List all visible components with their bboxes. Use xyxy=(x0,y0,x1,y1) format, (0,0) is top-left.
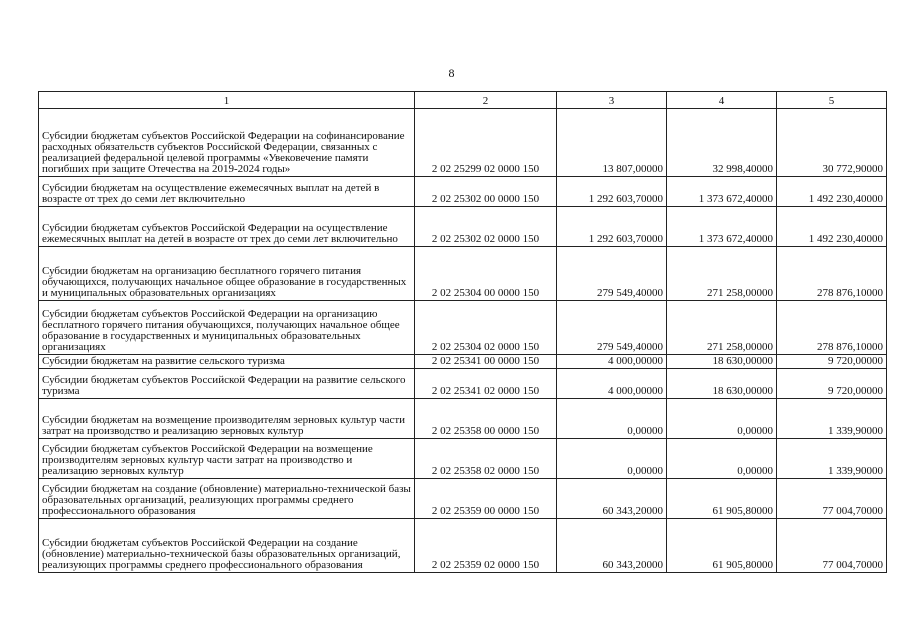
value-cell-col3: 0,00000 xyxy=(557,439,667,479)
value-cell-col4: 18 630,00000 xyxy=(667,355,777,369)
budget-code-cell: 2 02 25304 00 0000 150 xyxy=(415,247,557,301)
budget-table xyxy=(38,91,887,573)
value-cell-col5: 77 004,70000 xyxy=(777,519,887,573)
value-cell-col3: 279 549,40000 xyxy=(557,301,667,355)
budget-code-cell: 2 02 25359 02 0000 150 xyxy=(415,519,557,573)
row-name-cell: Субсидии бюджетам на создание (обновление) материально-технической базы образовательных организаций, реализующих программы среднего профессионального образования xyxy=(39,479,415,519)
table-row xyxy=(39,355,887,369)
value-cell-col5: 1 492 230,40000 xyxy=(777,207,887,247)
value-cell-col3: 60 343,20000 xyxy=(557,519,667,573)
value-cell-col4: 271 258,00000 xyxy=(667,301,777,355)
row-name-cell: Субсидии бюджетам на организацию бесплатного горячего питания обучающихся, получающих начальное общее образование в государственных и муниципальных образовательных организациях xyxy=(39,247,415,301)
column-header-3: 3 xyxy=(557,92,667,109)
row-name-cell: Субсидии бюджетам на осуществление ежемесячных выплат на детей в возрасте от трех до семи лет включительно xyxy=(39,177,415,207)
column-header-2: 2 xyxy=(415,92,557,109)
value-cell-col3: 4 000,00000 xyxy=(557,355,667,369)
value-cell-col3: 60 343,20000 xyxy=(557,479,667,519)
table-row xyxy=(39,369,887,399)
column-header-4: 4 xyxy=(667,92,777,109)
row-name-cell: Субсидии бюджетам субъектов Российской Федерации на софинансирование расходных обязательств субъектов Российской Федерации, связанных с реализацией федеральной целевой программы «Увековечение памяти погибших при защите Отечества на 2019-2024 годы» xyxy=(39,109,415,177)
table-row xyxy=(39,439,887,479)
table-row xyxy=(39,399,887,439)
value-cell-col5: 278 876,10000 xyxy=(777,247,887,301)
row-name-cell: Субсидии бюджетам субъектов Российской Федерации на развитие сельского туризма xyxy=(39,369,415,399)
budget-code-cell: 2 02 25341 02 0000 150 xyxy=(415,369,557,399)
column-header-1: 1 xyxy=(39,92,415,109)
budget-code-cell: 2 02 25302 00 0000 150 xyxy=(415,177,557,207)
value-cell-col5: 278 876,10000 xyxy=(777,301,887,355)
value-cell-col4: 18 630,00000 xyxy=(667,369,777,399)
table-row xyxy=(39,207,887,247)
row-name-cell: Субсидии бюджетам субъектов Российской Федерации на осуществление ежемесячных выплат на детей в возрасте от трех до семи лет включительно xyxy=(39,207,415,247)
value-cell-col4: 61 905,80000 xyxy=(667,479,777,519)
table-row xyxy=(39,479,887,519)
table-row xyxy=(39,519,887,573)
value-cell-col5: 1 339,90000 xyxy=(777,399,887,439)
value-cell-col5: 1 492 230,40000 xyxy=(777,177,887,207)
value-cell-col5: 30 772,90000 xyxy=(777,109,887,177)
budget-code-cell: 2 02 25358 02 0000 150 xyxy=(415,439,557,479)
value-cell-col5: 9 720,00000 xyxy=(777,369,887,399)
value-cell-col4: 0,00000 xyxy=(667,439,777,479)
table-row xyxy=(39,177,887,207)
budget-code-cell: 2 02 25341 00 0000 150 xyxy=(415,355,557,369)
budget-code-cell: 2 02 25358 00 0000 150 xyxy=(415,399,557,439)
row-name-cell: Субсидии бюджетам субъектов Российской Федерации на организацию бесплатного горячего питания обучающихся, получающих начальное общее образование в государственных и муниципальных образовательных организациях xyxy=(39,301,415,355)
budget-code-cell: 2 02 25299 02 0000 150 xyxy=(415,109,557,177)
table-row xyxy=(39,109,887,177)
value-cell-col3: 279 549,40000 xyxy=(557,247,667,301)
budget-code-cell: 2 02 25302 02 0000 150 xyxy=(415,207,557,247)
value-cell-col3: 1 292 603,70000 xyxy=(557,207,667,247)
value-cell-col3: 13 807,00000 xyxy=(557,109,667,177)
value-cell-col3: 0,00000 xyxy=(557,399,667,439)
budget-code-cell: 2 02 25359 00 0000 150 xyxy=(415,479,557,519)
value-cell-col5: 9 720,00000 xyxy=(777,355,887,369)
budget-code-cell: 2 02 25304 02 0000 150 xyxy=(415,301,557,355)
value-cell-col5: 1 339,90000 xyxy=(777,439,887,479)
row-name-cell: Субсидии бюджетам субъектов Российской Федерации на создание (обновление) материально-технической базы образовательных организаций, реализующих программы среднего профессионального образования xyxy=(39,519,415,573)
value-cell-col4: 1 373 672,40000 xyxy=(667,177,777,207)
value-cell-col4: 0,00000 xyxy=(667,399,777,439)
table-row xyxy=(39,301,887,355)
value-cell-col5: 77 004,70000 xyxy=(777,479,887,519)
table-row xyxy=(39,247,887,301)
row-name-cell: Субсидии бюджетам на развитие сельского туризма xyxy=(39,355,415,369)
value-cell-col4: 32 998,40000 xyxy=(667,109,777,177)
header-row xyxy=(39,92,887,109)
value-cell-col4: 1 373 672,40000 xyxy=(667,207,777,247)
value-cell-col3: 4 000,00000 xyxy=(557,369,667,399)
row-name-cell: Субсидии бюджетам субъектов Российской Федерации на возмещение производителям зерновых культур части затрат на производство и реализацию зерновых культур xyxy=(39,439,415,479)
value-cell-col3: 1 292 603,70000 xyxy=(557,177,667,207)
value-cell-col4: 61 905,80000 xyxy=(667,519,777,573)
row-name-cell: Субсидии бюджетам на возмещение производителям зерновых культур части затрат на производство и реализацию зерновых культур xyxy=(39,399,415,439)
value-cell-col4: 271 258,00000 xyxy=(667,247,777,301)
column-header-5: 5 xyxy=(777,92,887,109)
page-number: 8 xyxy=(448,66,455,80)
